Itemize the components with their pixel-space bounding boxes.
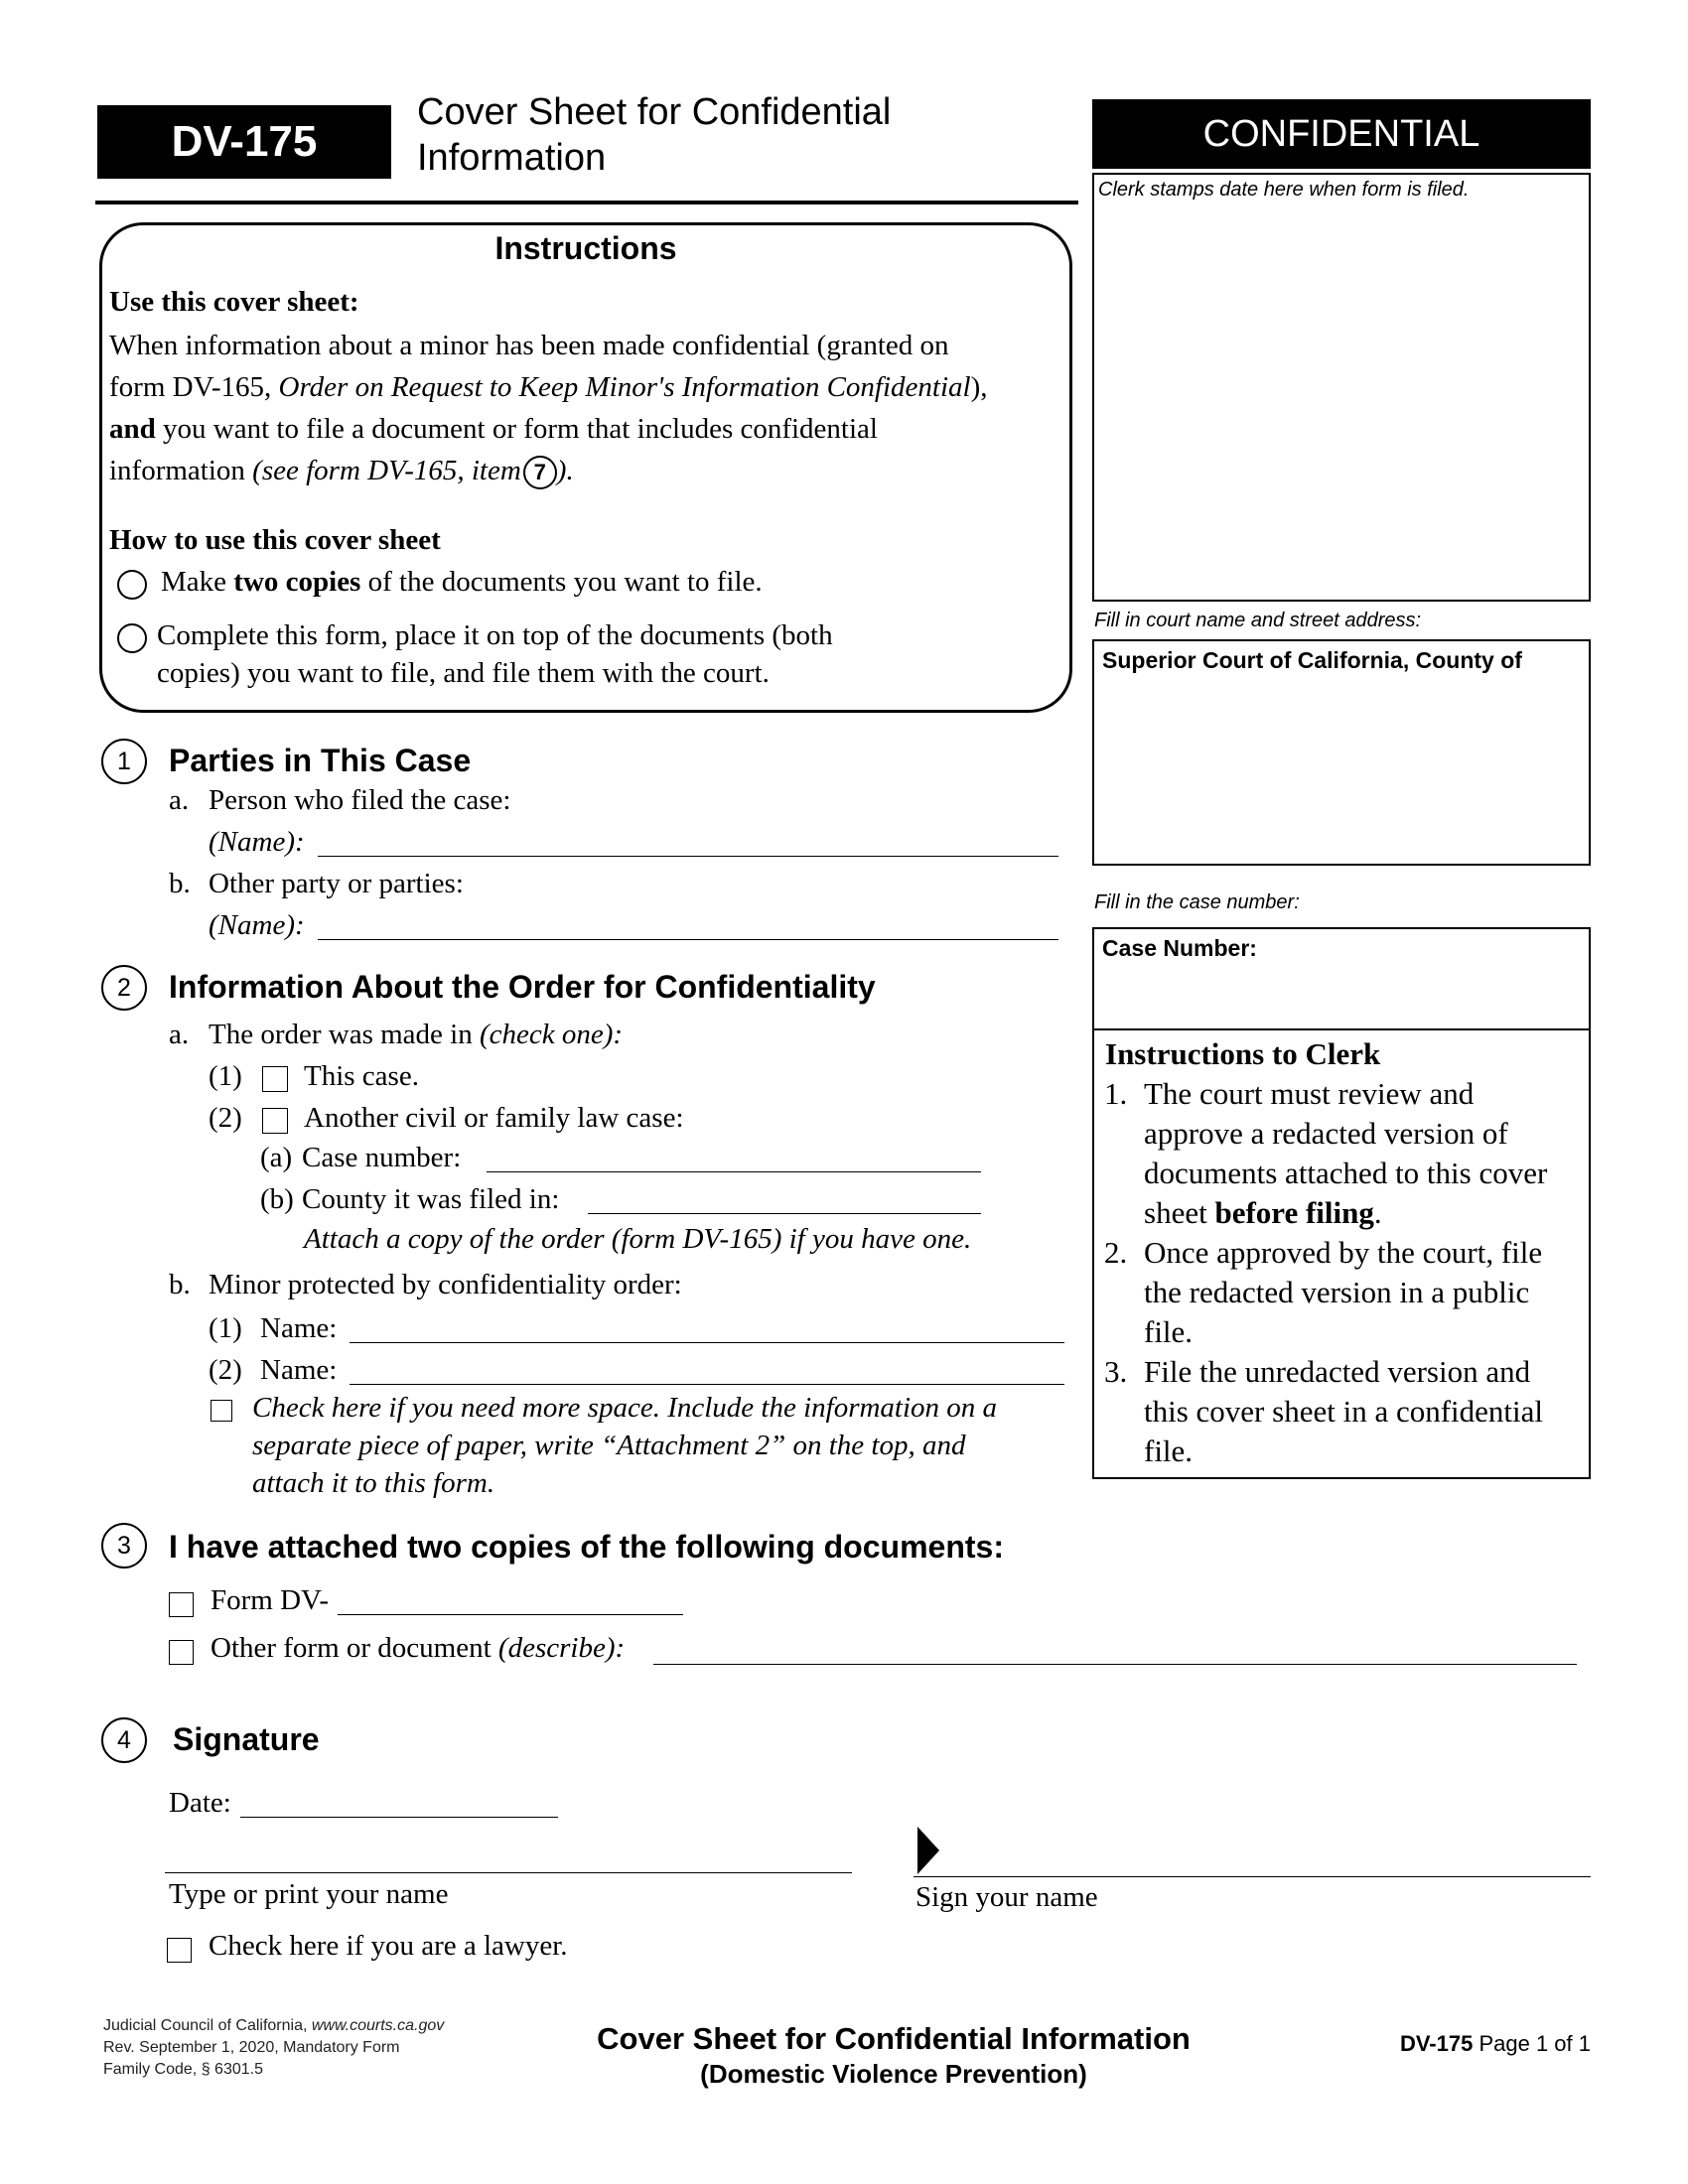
use-paragraph-line4: information (see form DV-165, item 7 ). <box>109 455 574 489</box>
type-name-label: Type or print your name <box>169 1878 449 1910</box>
s2-a-label: The order was made in (check one): <box>209 1019 624 1050</box>
this-case-checkbox[interactable] <box>262 1066 288 1092</box>
s2-option-2-num: (2) <box>209 1102 242 1134</box>
form-dv-checkbox[interactable] <box>169 1592 194 1617</box>
use-paragraph-line3: and you want to file a document or form that includes confidential <box>109 413 878 445</box>
other-case-number-field[interactable] <box>487 1171 981 1172</box>
instructions-title: Instructions <box>494 230 677 266</box>
s2-minor-1-label: Name: <box>260 1312 338 1344</box>
minor-name-2-field[interactable] <box>350 1384 1064 1385</box>
footer-left-line3: Family Code, § 6301.5 <box>103 2061 263 2078</box>
step2-bullet <box>117 623 147 653</box>
section-1-number: 1 <box>101 739 147 784</box>
minor-name-1-field[interactable] <box>350 1342 1064 1343</box>
s2-county-letter: (b) <box>260 1183 294 1215</box>
clerk-instructions-box: Instructions to Clerk 1. The court must review and approve a redacted version of documents attached to this cover sheet before filing. 2. Once approved by the court, file the redacted version in a public file. 3. File the unredacted version and this cover sheet in a confidential file. <box>1092 1028 1591 1479</box>
step1-text: Make two copies of the documents you want to file. <box>161 566 763 598</box>
type-name-field[interactable] <box>165 1872 852 1873</box>
other-document-label: Other form or document (describe): <box>211 1632 626 1664</box>
s2-case-number-letter: (a) <box>260 1142 293 1173</box>
clerk-stamp-box <box>1092 173 1591 602</box>
s2-a-letter: a. <box>169 1019 190 1050</box>
section-3-number: 3 <box>101 1523 147 1569</box>
case-number-box[interactable] <box>1092 927 1591 1030</box>
other-document-field[interactable] <box>653 1664 1577 1665</box>
court-name-label: Fill in court name and street address: <box>1094 610 1422 631</box>
confidential-banner: CONFIDENTIAL <box>1092 99 1591 169</box>
form-dv-label: Form DV- <box>211 1584 329 1616</box>
signature-field[interactable] <box>914 1876 1591 1877</box>
section-1-title: Parties in This Case <box>169 743 472 778</box>
form-dv-number-field[interactable] <box>338 1614 683 1615</box>
more-space-line2: separate piece of paper, write “Attachment 2” on the top, and <box>252 1430 966 1461</box>
s2-county-label: County it was filed in: <box>302 1183 560 1215</box>
s2-case-number-label: Case number: <box>302 1142 462 1173</box>
county-filed-field[interactable] <box>588 1213 981 1214</box>
case-number-field-label: Case Number: <box>1102 935 1257 961</box>
form-id-badge: DV-175 <box>97 105 391 179</box>
s2-minor-1-num: (1) <box>209 1312 242 1344</box>
s2-option-1-num: (1) <box>209 1060 242 1092</box>
court-name-box[interactable] <box>1092 639 1591 866</box>
step2-text-line2: copies) you want to file, and file them with the court. <box>157 657 770 689</box>
attach-order-note: Attach a copy of the order (form DV-165) if you have one. <box>304 1223 972 1255</box>
this-case-label: This case. <box>304 1060 419 1092</box>
section-2-number: 2 <box>101 965 147 1011</box>
sign-name-label: Sign your name <box>915 1881 1098 1913</box>
another-case-label: Another civil or family law case: <box>304 1102 684 1134</box>
footer-page-number: DV-175 Page 1 of 1 <box>1399 2031 1591 2056</box>
item-number-circle: 7 <box>523 456 557 489</box>
court-name-text: Superior Court of California, County of <box>1102 647 1522 673</box>
use-heading: Use this cover sheet: <box>109 286 359 318</box>
step2-text-line1: Complete this form, place it on top of the documents (both <box>157 619 833 651</box>
s1-a-name-label: (Name): <box>209 826 305 858</box>
s1-a-name-field[interactable] <box>318 856 1058 857</box>
footer-title: Cover Sheet for Confidential Information <box>597 2021 1191 2056</box>
s2-minor-2-num: (2) <box>209 1354 242 1386</box>
lawyer-label: Check here if you are a lawyer. <box>209 1930 568 1962</box>
footer-left-line2: Rev. September 1, 2020, Mandatory Form <box>103 2039 400 2056</box>
s1-b-letter: b. <box>169 868 191 899</box>
s2-minor-2-label: Name: <box>260 1354 338 1386</box>
section-2-title: Information About the Order for Confidentiality <box>169 969 876 1005</box>
other-document-checkbox[interactable] <box>169 1640 194 1665</box>
lawyer-checkbox[interactable] <box>167 1938 192 1963</box>
s1-a-letter: a. <box>169 784 190 816</box>
s1-b-label: Other party or parties: <box>209 868 464 899</box>
more-space-line3: attach it to this form. <box>252 1467 495 1499</box>
clerk-instructions-title: Instructions to Clerk <box>1105 1036 1381 1071</box>
s1-b-name-label: (Name): <box>209 909 305 941</box>
date-field[interactable] <box>240 1817 558 1818</box>
more-space-line1: Check here if you need more space. Include the information on a <box>252 1392 998 1424</box>
form-title-line2: Information <box>417 137 607 179</box>
how-heading: How to use this cover sheet <box>109 524 441 556</box>
step1-bullet <box>117 570 147 600</box>
header-rule <box>95 201 1078 205</box>
another-case-checkbox[interactable] <box>262 1108 288 1134</box>
s2-b-letter: b. <box>169 1269 191 1300</box>
section-3-title: I have attached two copies of the following documents: <box>169 1529 1004 1565</box>
section-4-title: Signature <box>173 1721 320 1757</box>
use-paragraph-line1: When information about a minor has been made confidential (granted on <box>109 330 949 361</box>
s1-a-label: Person who filed the case: <box>209 784 511 816</box>
s1-b-name-field[interactable] <box>318 939 1058 940</box>
case-number-label: Fill in the case number: <box>1094 891 1300 913</box>
footer-left-line1: Judicial Council of California, www.courts.ca.gov <box>103 2017 445 2034</box>
clerk-stamp-label: Clerk stamps date here when form is filed. <box>1098 179 1470 201</box>
s2-b-label: Minor protected by confidentiality order: <box>209 1269 682 1300</box>
footer-subtitle: (Domestic Violence Prevention) <box>700 2059 1087 2089</box>
form-title-line1: Cover Sheet for Confidential <box>417 91 892 133</box>
use-paragraph-line2: form DV-165, Order on Request to Keep Minor's Information Confidential), <box>109 371 988 403</box>
section-4-number: 4 <box>101 1717 147 1763</box>
more-space-checkbox[interactable] <box>211 1400 232 1422</box>
date-label: Date: <box>169 1787 231 1819</box>
sign-arrow-icon <box>917 1827 939 1874</box>
